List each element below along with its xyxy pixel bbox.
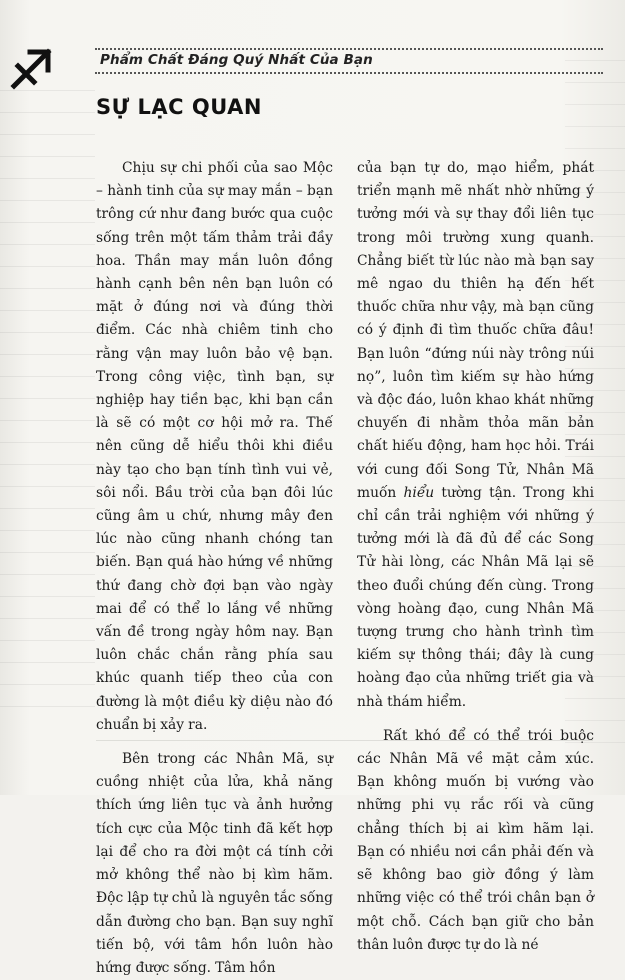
paragraph-text: tường tận. Trong khi chỉ cần trải nghiệm với những ý tưởng mới là đã đủ để các Song Tử hài lòng, các Nhân Mã lại sẽ theo đuổi chúng đến cùng. Trong vòng hoàng đạo, cung Nhân Mã tượng trưng cho hành trình tìm kiếm sự thông thái; đây là cung hoàng đạo của những triết gia và nhà thám hiểm. — [357, 484, 594, 710]
paragraph-continued — [357, 157, 594, 714]
header-rule-bottom — [95, 72, 603, 74]
running-header: Phẩm Chất Đáng Quý Nhất Của Bạn — [100, 52, 373, 68]
section-title: SỰ LẠC QUAN — [96, 95, 262, 119]
footer-rule — [96, 740, 593, 741]
paragraph-text: của bạn tự do, mạo hiểm, phát triển mạnh mẽ nhất nhờ những ý tưởng mới và sự thay đổi liên tục trong môi trường xung quanh. Chẳng biết từ lúc nào mà bạn say mê ngao du thiên hạ đến hết thuốc chữa như vậy, mà bạn cũng có ý định đi tìm thuốc chữa đâu! Bạn luôn “đứng núi này trông núi nọ”, luôn tìm kiếm sự hào hứng và độc đáo, luôn khao khát những chuyến đi nhằm thỏa mãn bản chất hiếu động, ham học hỏi. Trái với cung đối Song Tử, Nhân Mã muốn — [357, 160, 594, 501]
paragraph: Bên trong các Nhân Mã, sự cuồng nhiệt của lửa, khả năng thích ứng liên tục và ảnh hưởng tích cực của Mộc tinh đã kết hợp lại để cho ra đời một cá tính cởi mở không thể nào bị kìm hãm. Độc lập tự chủ là nguyên tắc sống dẫn đường cho bạn. Bạn suy nghĩ tiến bộ, với tâm hồn luôn hào hứng được sống. Tâm hồn — [96, 751, 333, 976]
column-right — [357, 157, 594, 957]
bleed-through-left — [0, 90, 95, 710]
sagittarius-arrow-icon — [8, 44, 56, 92]
paragraph: Rất khó để có thể trói buộc các Nhân Mã về mặt cảm xúc. Bạn không muốn bị vướng vào những phi vụ rắc rối và cũng chẳng thích bị ai kìm hãm lại. Bạn có nhiều nơi cần phải đến và sẽ không bao giờ đồng ý làm những việc có thể trói chân bạn ở một chỗ. Cách bạn giữ cho bản thân luôn được tự do là né — [357, 727, 594, 953]
emphasis-word: hiểu — [403, 484, 435, 501]
header-rule-top — [95, 48, 603, 50]
paragraph: Chịu sự chi phối của sao Mộc – hành tinh của sự may mắn – bạn trông cứ như đang bước qua cuộc sống trên một tấm thảm trải đầy hoa. Thần may mắn luôn đồng hành cạnh bên nên bạn luôn có mặt ở đúng nơi và đúng thời điểm. Các nhà chiêm tinh cho rằng vận may luôn bảo vệ bạn. Trong công việc, tình bạn, sự nghiệp hay tiền bạc, khi bạn cần là sẽ có một cơ hội mở ra. Thế nên cũng dễ hiểu thôi khi điều này tạo cho bạn tính tình vui vẻ, sôi nổi. Bầu trời của bạn đôi lúc cũng âm u chứ, nhưng mây đen lúc nào cũng nhanh chóng tan biến. Bạn quá hào hứng về những thứ đang chờ đợi bạn vào ngày mai để có thể lo lắng về những vấn đề trong ngày hôm nay. Bạn luôn chắc chắn rằng phía sau khúc quanh tiếp theo của con đường là một điều kỳ diệu nào đó chuẩn bị xảy ra. — [96, 160, 333, 733]
column-left — [96, 157, 333, 980]
